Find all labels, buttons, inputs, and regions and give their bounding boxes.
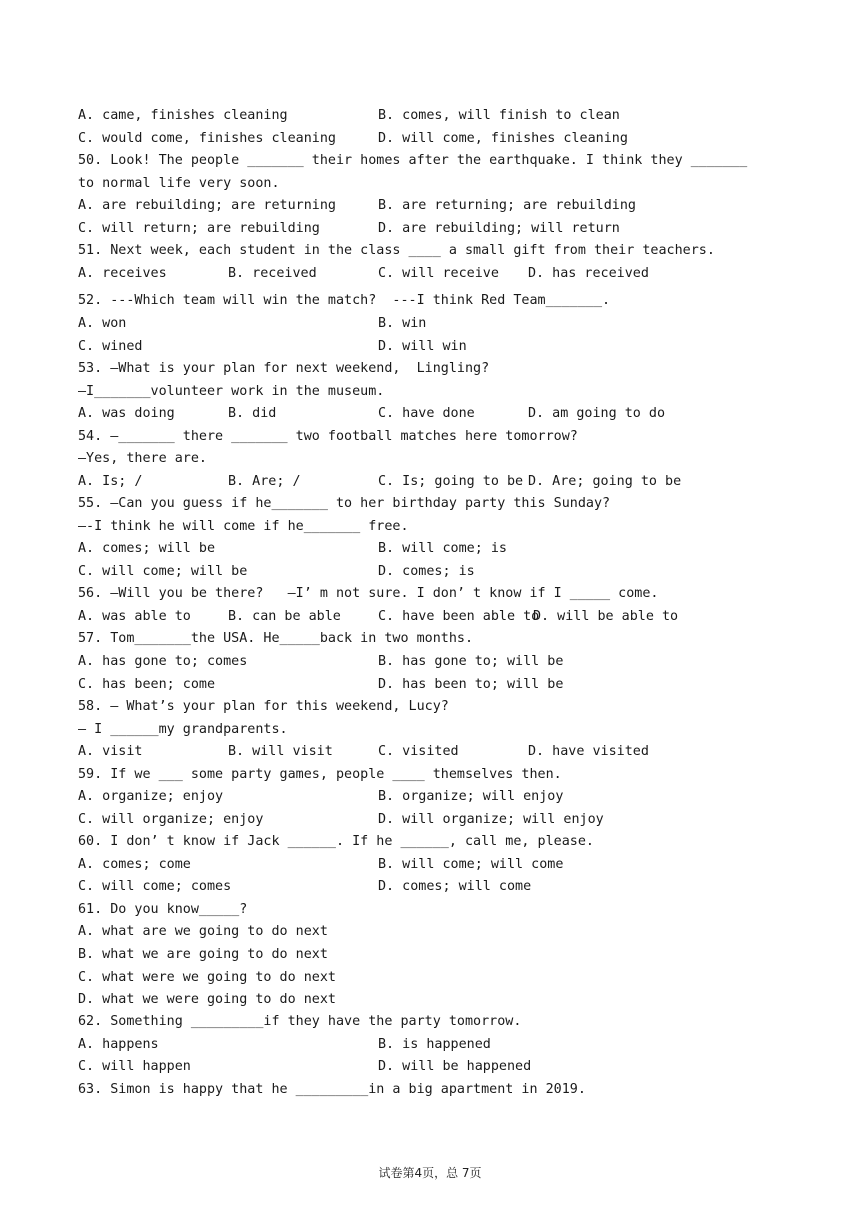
option-line: B. organize; will enjoy: [378, 789, 564, 804]
option-line: C. will receive: [378, 266, 499, 281]
question-line: —Yes, there are.: [78, 451, 207, 466]
question-line: 57. Tom_______the USA. He_____back in two months.: [78, 631, 474, 646]
option-line: A. comes; come: [78, 857, 191, 872]
option-line: C. have been able to: [378, 609, 540, 624]
option-line: A. happens: [78, 1037, 159, 1052]
option-line: B. comes, will finish to clean: [378, 108, 620, 123]
option-line: A. receives: [78, 266, 167, 281]
option-line: D. have visited: [528, 744, 649, 759]
option-line: A. are rebuilding; are returning: [78, 198, 336, 213]
option-line: A. organize; enjoy: [78, 789, 224, 804]
option-line: B. will come; is: [378, 541, 507, 556]
option-line: B. what we are going to do next: [78, 947, 328, 962]
option-line: A. came, finishes cleaning: [78, 108, 288, 123]
option-line: D. Are; going to be: [528, 474, 682, 489]
option-line: A. has gone to; comes: [78, 654, 248, 669]
option-line: B. received: [228, 266, 317, 281]
option-line: D. comes; is: [378, 564, 475, 579]
option-line: D. has been to; will be: [378, 677, 564, 692]
option-line: B. has gone to; will be: [378, 654, 564, 669]
question-line: 55. —Can you guess if he_______ to her birthday party this Sunday?: [78, 496, 611, 511]
question-line: 63. Simon is happy that he _________in a big apartment in 2019.: [78, 1082, 586, 1097]
option-line: C. visited: [378, 744, 459, 759]
option-line: D. comes; will come: [378, 879, 532, 894]
option-line: C. has been; come: [78, 677, 216, 692]
option-line: B. are returning; are rebuilding: [378, 198, 636, 213]
option-line: A. comes; will be: [78, 541, 216, 556]
option-line: C. will happen: [78, 1059, 191, 1074]
option-line: D. will win: [378, 339, 467, 354]
option-line: C. wined: [78, 339, 143, 354]
option-line: C. Is; going to be: [378, 474, 524, 489]
option-line: B. did: [228, 406, 277, 421]
question-line: 61. Do you know_____?: [78, 902, 248, 917]
option-line: C. have done: [378, 406, 475, 421]
option-line: C. will organize; enjoy: [78, 812, 264, 827]
option-line: D. will be able to: [533, 609, 679, 624]
question-line: 52. ---Which team will win the match? ---I think Red Team_______.: [78, 293, 611, 308]
question-line: 60. I don’ t know if Jack ______. If he ______, call me, please.: [78, 834, 594, 849]
option-line: D. am going to do: [528, 406, 666, 421]
question-line: 62. Something _________if they have the party tomorrow.: [78, 1014, 522, 1029]
question-line: —-I think he will come if he_______ free.: [78, 519, 409, 534]
option-line: C. will come; comes: [78, 879, 232, 894]
question-line: — I ______my grandparents.: [78, 722, 288, 737]
option-line: B. can be able: [228, 609, 341, 624]
option-line: A. Is; /: [78, 474, 143, 489]
option-line: D. will come, finishes cleaning: [378, 131, 628, 146]
option-line: D. will organize; will enjoy: [378, 812, 604, 827]
option-line: C. will return; are rebuilding: [78, 221, 320, 236]
option-line: A. visit: [78, 744, 143, 759]
question-line: 50. Look! The people _______ their homes after the earthquake. I think they _______: [78, 153, 748, 168]
option-line: C. what were we going to do next: [78, 970, 336, 985]
option-line: A. won: [78, 316, 127, 331]
question-line: 54. —_______ there _______ two football matches here tomorrow?: [78, 429, 578, 444]
option-line: B. Are; /: [228, 474, 301, 489]
option-line: D. will be happened: [378, 1059, 532, 1074]
option-line: C. will come; will be: [78, 564, 248, 579]
option-line: B. win: [378, 316, 427, 331]
question-line: 56. —Will you be there? —I’ m not sure. I don’ t know if I _____ come.: [78, 586, 659, 601]
question-line: 53. —What is your plan for next weekend, Lingling?: [78, 361, 490, 376]
option-line: A. was doing: [78, 406, 175, 421]
option-line: B. is happened: [378, 1037, 491, 1052]
question-line: 59. If we ___ some party games, people ____ themselves then.: [78, 767, 562, 782]
option-line: D. has received: [528, 266, 649, 281]
question-line: to normal life very soon.: [78, 176, 280, 191]
option-line: C. would come, finishes cleaning: [78, 131, 336, 146]
question-line: —I_______volunteer work in the museum.: [78, 384, 385, 399]
option-line: A. was able to: [78, 609, 191, 624]
option-line: D. what we were going to do next: [78, 992, 336, 1007]
option-line: A. what are we going to do next: [78, 924, 328, 939]
option-line: B. will visit: [228, 744, 333, 759]
page-footer: 试卷第4页，总 7页: [378, 1166, 482, 1180]
option-line: B. will come; will come: [378, 857, 564, 872]
question-line: 58. — What’s your plan for this weekend, Lucy?: [78, 699, 449, 714]
option-line: D. are rebuilding; will return: [378, 221, 620, 236]
question-line: 51. Next week, each student in the class ____ a small gift from their teachers.: [78, 243, 715, 258]
